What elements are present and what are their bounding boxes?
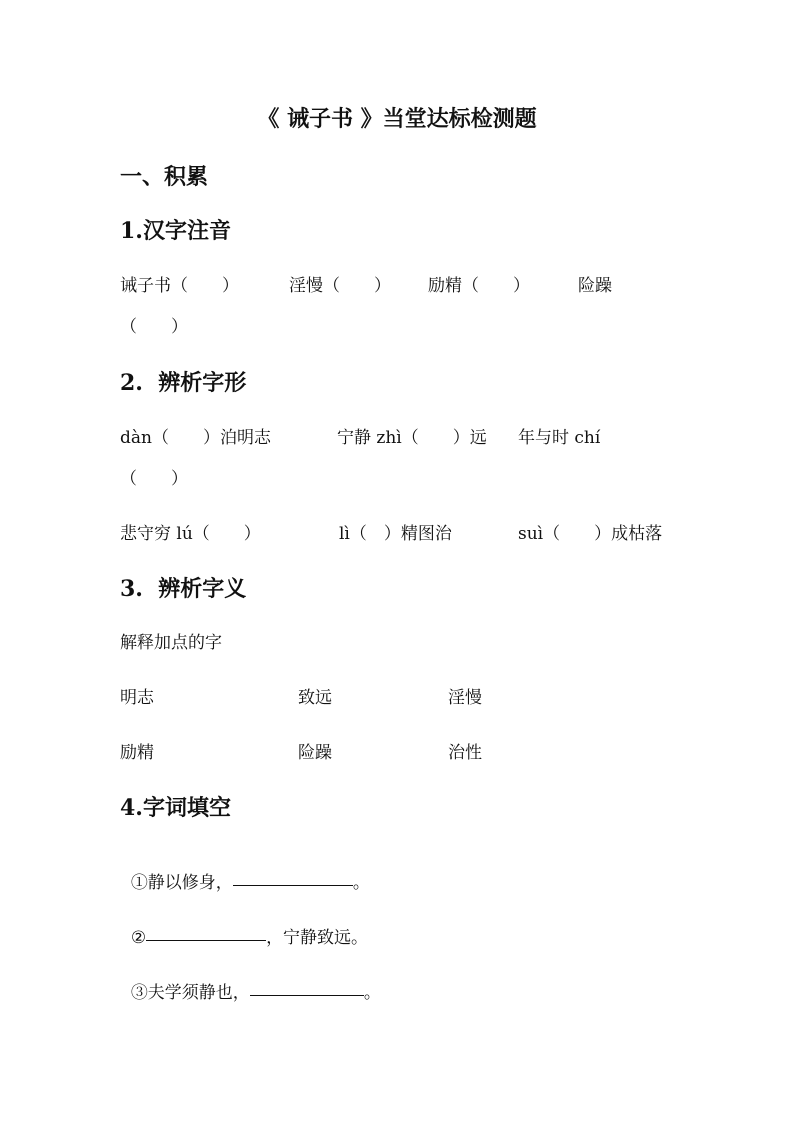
q1-item-4-blank: （ ）	[120, 317, 188, 337]
q2-row1-item-3-blank: （ ）	[120, 469, 188, 489]
q2-row1-item-1: dàn（ ）泊明志	[120, 428, 271, 448]
q3-term: 致远	[298, 688, 332, 708]
section-heading-accumulation: 一、积累	[120, 164, 209, 190]
page-title: 《 诫子书 》当堂达标检测题	[257, 106, 537, 132]
q4-line-2	[120, 903, 368, 948]
q1-heading: 1.汉字注音	[120, 218, 231, 244]
q3-term: 淫慢	[448, 688, 482, 708]
q1-item-4: 险躁	[578, 276, 612, 296]
q4-line-1	[120, 848, 370, 893]
q2-heading: 2. 辨析字形	[120, 370, 247, 396]
answer-blank[interactable]	[146, 939, 266, 941]
q4-line-1-suffix: 。	[352, 873, 370, 893]
q3-term: 治性	[448, 743, 482, 763]
q4-line-2-suffix: ，宁静致远。	[266, 928, 369, 948]
q2-row2-item-2: lì（ ）精图治	[339, 524, 452, 544]
q3-term: 励精	[120, 743, 154, 763]
q4-line-3-prefix: ③夫学须静也，	[130, 983, 250, 1003]
q1-item-1: 诫子书（ ）	[120, 276, 239, 296]
q4-line-3-suffix: 。	[363, 983, 381, 1003]
q2-row2-item-3: suì（ ）成枯落	[518, 524, 663, 544]
q4-line-1-prefix: ①静以修身，	[130, 873, 233, 893]
q3-heading: 3. 辨析字义	[120, 576, 247, 602]
q1-item-3: 励精（ ）	[428, 276, 530, 296]
q1-item-2: 淫慢（ ）	[289, 276, 391, 296]
q3-term: 明志	[120, 688, 154, 708]
q4-line-3	[120, 958, 381, 1003]
q2-row1-item-3: 年与时 chí	[518, 428, 601, 448]
q3-instruction: 解释加点的字	[120, 633, 222, 653]
answer-blank[interactable]	[233, 884, 353, 886]
answer-blank[interactable]	[250, 994, 364, 996]
q4-heading: 4.字词填空	[120, 795, 231, 821]
q3-term: 险躁	[298, 743, 332, 763]
q2-row1-item-2: 宁静 zhì（ ）远	[337, 428, 487, 448]
q2-row2-item-1: 悲守穷 lú（ ）	[120, 524, 261, 544]
q4-line-2-prefix: ②	[130, 928, 147, 948]
